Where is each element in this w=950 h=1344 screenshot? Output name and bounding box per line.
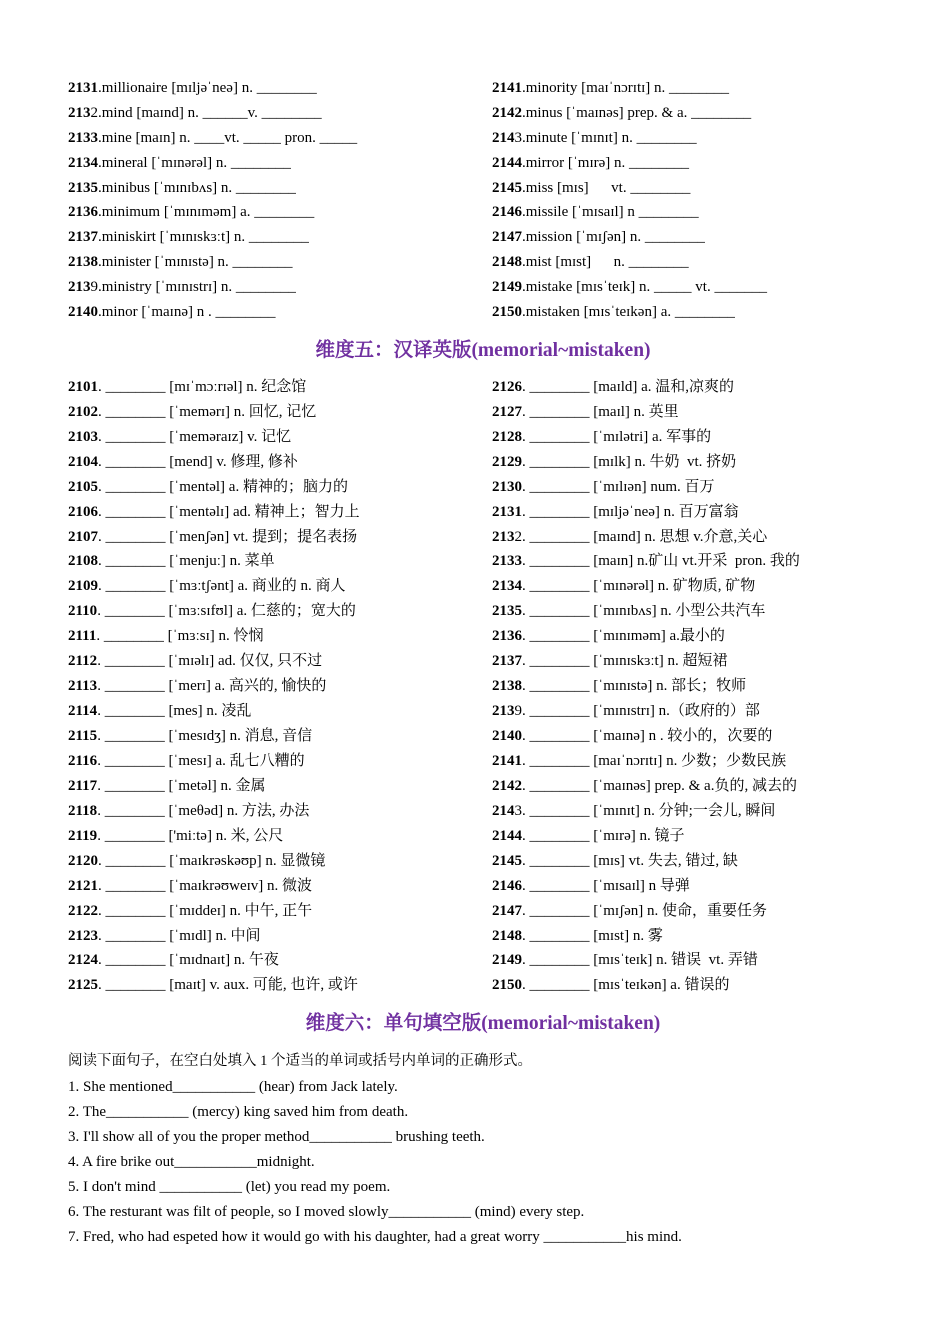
item-text: . ________ [maɪt] v. aux. 可能, 也许, 或许 (98, 977, 358, 994)
item-text: . ________ [ˈmenjuː] n. 菜单 (98, 553, 275, 570)
item-text: . ________ [ˈmemərɪ] n. 回忆, 记忆 (98, 403, 317, 420)
translation-item (68, 549, 492, 574)
item-text: .minus [ˈmaɪnəs] prep. & a. ________ (522, 104, 752, 121)
vocab-item (68, 151, 492, 176)
vocab-item (492, 151, 898, 176)
item-number: 2124 (68, 952, 98, 969)
item-text: . ________ [ˈmɪdl] n. 中间 (98, 927, 261, 944)
vocab-item (68, 275, 492, 300)
item-number: 2116 (68, 752, 98, 769)
item-number: 2120 (68, 852, 98, 869)
item-text: . ________ [mɪˈmɔːrɪəl] n. 纪念馆 (98, 378, 307, 395)
translation-item (492, 375, 898, 400)
item-number: 2141 (492, 80, 522, 96)
translation-item (492, 849, 898, 874)
item-text: .mistake [mɪsˈteɪk] n. _____ vt. _______ (522, 279, 767, 296)
item-text: . ________ [ˈmeθəd] n. 方法, 办法 (97, 802, 310, 819)
item-text: . ________ [ˈmɪlətri] a. 军事的 (522, 428, 712, 445)
item-text: . ________ [ˈmerɪ] a. 高兴的, 愉快的 (97, 678, 327, 695)
translation-section (68, 375, 898, 998)
item-number: 2147 (492, 229, 522, 246)
translation-item (492, 724, 898, 749)
item-text: . ________ [ˈmɪddeɪ] n. 中午, 正午 (98, 902, 313, 919)
vocab-item (68, 225, 492, 250)
item-number: 214 (492, 802, 515, 819)
vocab-item (492, 200, 898, 225)
item-text: . ________ [ˈmentəlɪ] ad. 精神上；智力上 (98, 503, 360, 520)
item-text: . ________ [mɪs] vt. 失去, 错过, 缺 (522, 852, 738, 869)
translation-item (68, 973, 492, 998)
item-number: 2138 (68, 254, 98, 271)
vocab-list-section (68, 76, 898, 325)
translation-item (68, 924, 492, 949)
vocab-item (492, 300, 898, 325)
translation-item (492, 599, 898, 624)
fill-blank-sentence: 5. I don't mind ___________ (let) you read my poem. (68, 1179, 391, 1196)
vocab-item (68, 200, 492, 225)
item-number: 2138 (492, 678, 522, 695)
vocab-item (492, 176, 898, 201)
item-number: 2103 (68, 428, 98, 445)
item-number: 2113 (68, 678, 98, 695)
translation-item (492, 824, 898, 849)
translation-item (492, 749, 898, 774)
item-number: 2112 (68, 653, 98, 670)
item-number: 2148 (492, 254, 522, 271)
item-number: 2123 (68, 927, 98, 944)
item-text: . ________ [ˈmaɪkrəskəʊp] n. 显微镜 (98, 852, 326, 869)
item-number: 2105 (68, 478, 98, 495)
item-number: 2127 (492, 403, 522, 420)
item-number: 2128 (492, 428, 522, 445)
item-text: .mist [mɪst] n. ________ (522, 254, 689, 271)
item-text: . ________ [mend] v. 修理, 修补 (98, 453, 298, 470)
translation-item (68, 425, 492, 450)
vocab-item (68, 101, 492, 126)
worksheet-page (68, 76, 898, 1250)
item-number: 2115 (68, 728, 98, 745)
item-number: 2117 (68, 777, 98, 794)
translation-item (492, 425, 898, 450)
translation-item (68, 699, 492, 724)
item-number: 2145 (492, 852, 522, 869)
vocab-column-right (492, 76, 898, 325)
item-number: 2106 (68, 503, 98, 520)
item-text: . ________ [ˈmɪnɪskɜːt] n. 超短裙 (522, 653, 728, 670)
item-text: . ________ [mɪljəˈneə] n. 百万富翁 (522, 503, 739, 520)
item-number-suffix: 2 (90, 104, 98, 121)
item-text: . ________ [ˈmɪnərəl] n. 矿物质, 矿物 (522, 578, 756, 595)
translation-item (492, 899, 898, 924)
item-number: 2136 (68, 204, 98, 221)
item-number: 2108 (68, 553, 98, 570)
item-number: 2137 (492, 653, 522, 670)
item-text: . ________ [ˈmɪnɪməm] a.最小的 (522, 628, 725, 645)
item-number: 2146 (492, 877, 522, 894)
item-number: 2135 (68, 179, 98, 196)
sentence-list (68, 1075, 898, 1250)
translation-item (68, 375, 492, 400)
item-number: 2150 (492, 304, 522, 321)
item-text: . ________ [ˈmɪnɪstə] n. 部长；牧师 (522, 678, 747, 695)
item-number: 2107 (68, 528, 98, 545)
item-text: .mineral [ˈmɪnərəl] n. ________ (98, 154, 291, 171)
item-text: .mistaken [mɪsˈteɪkən] a. ________ (522, 304, 735, 321)
item-text: . ________ [ˈmɜːtʃənt] a. 商业的 n. 商人 (98, 578, 346, 595)
translation-item (68, 849, 492, 874)
vocab-item (492, 76, 898, 101)
item-text: . ________ [ˈmɪsaɪl] n 导弹 (522, 877, 690, 894)
item-number: 213 (68, 104, 91, 121)
translation-item (68, 649, 492, 674)
item-number: 214 (492, 129, 515, 146)
item-text: .millionaire [mɪljəˈneə] n. ________ (98, 80, 317, 96)
item-number: 2126 (492, 378, 522, 395)
item-text: .miss [mɪs] vt. ________ (522, 179, 691, 196)
item-number: 2146 (492, 204, 522, 221)
instructions: 阅读下面句子，在空白处填入 1 个适当的单词或括号内单词的正确形式。 (68, 1053, 532, 1070)
translation-item (492, 549, 898, 574)
translation-item (68, 400, 492, 425)
vocab-item (68, 176, 492, 201)
fill-blank-sentence: 1. She mentioned___________ (hear) from Jack lately. (68, 1079, 398, 1096)
item-number-suffix: 9 (514, 703, 522, 720)
item-text: .minor [ˈmaɪnə] n . ________ (98, 304, 276, 321)
item-text: . ________ [mes] n. 凌乱 (97, 703, 252, 720)
item-text: .mission [ˈmɪʃən] n. ________ (522, 229, 705, 246)
item-text: . ________ [ˈmɪnɪt] n. 分钟;一会儿, 瞬间 (522, 802, 776, 819)
translation-item (492, 874, 898, 899)
item-text: . ________ [ˈmɪdnaɪt] n. 午夜 (98, 952, 279, 969)
item-text: . ________ [maɪˈnɔrɪtɪ] n. 少数；少数民族 (522, 752, 787, 769)
item-text: . ________ [ˈmɪrə] n. 镜子 (522, 827, 685, 844)
item-text: . ________ [ˈmeməraɪz] v. 记忆 (98, 428, 292, 445)
translation-item (68, 599, 492, 624)
item-number-suffix: 2 (514, 528, 522, 545)
item-number: 2101 (68, 378, 98, 395)
item-text: .minibus [ˈmɪnɪbʌs] n. ________ (98, 179, 296, 196)
translation-item (68, 500, 492, 525)
item-number: 213 (492, 528, 515, 545)
item-number: 2145 (492, 179, 522, 196)
translation-item (68, 824, 492, 849)
item-text: .mine [maɪn] n. ____vt. _____ pron. _____ (98, 129, 358, 146)
item-text: .minority [maɪˈnɔrɪtɪ] n. ________ (522, 80, 730, 96)
fill-blank-sentence: 6. The resturant was filt of people, so I moved slowly___________ (mind) every step. (68, 1204, 585, 1221)
vocab-column-left (68, 76, 492, 325)
fill-blank-sentence: 3. I'll show all of you the proper method___________ brushing teeth. (68, 1129, 485, 1146)
item-text: . ________ [ˈmɜːsɪfʊl] a. 仁慈的；宽大的 (97, 603, 356, 620)
section-heading-6: 维度六：单句填空版(memorial~mistaken) (305, 1013, 661, 1035)
translation-item (68, 948, 492, 973)
item-number: 2131 (68, 80, 98, 96)
item-number: 2121 (68, 877, 98, 894)
item-text: .mind [maɪnd] n. ______v. ________ (98, 104, 322, 121)
item-number: 2147 (492, 902, 522, 919)
translation-item (68, 724, 492, 749)
translation-item (68, 749, 492, 774)
item-text: . ________ [ˈmɪəlɪ] ad. 仅仅, 只不过 (97, 653, 323, 670)
item-text: . ________ [maɪnd] n. 思想 v.介意,关心 (522, 528, 768, 545)
translation-item (492, 525, 898, 550)
vocab-item (68, 300, 492, 325)
item-number: 2142 (492, 104, 522, 121)
item-number: 2140 (68, 304, 98, 321)
translation-item (68, 674, 492, 699)
item-number: 2149 (492, 279, 522, 296)
item-number-suffix: 3 (514, 129, 522, 146)
translation-item (492, 799, 898, 824)
translation-column-left (68, 375, 492, 998)
item-number: 2140 (492, 728, 522, 745)
item-text: .ministry [ˈmɪnɪstrɪ] n. ________ (98, 279, 296, 296)
item-number: 2149 (492, 952, 522, 969)
fill-blank-sentence: 4. A fire brike out___________midnight. (68, 1154, 315, 1171)
item-text: .minimum [ˈmɪnɪməm] a. ________ (98, 204, 315, 221)
item-text: .missile [ˈmɪsaɪl] n ________ (522, 204, 699, 221)
item-number-suffix: 3 (514, 802, 522, 819)
item-text: . ________ [mɪsˈteɪk] n. 错误 vt. 弄错 (522, 952, 758, 969)
vocab-item (68, 250, 492, 275)
item-number: 2111 (68, 628, 97, 645)
translation-item (68, 525, 492, 550)
item-text: . ________ [ˈmɪʃən] n. 使命，重要任务 (522, 902, 767, 919)
fill-blank-sentence: 2. The___________ (mercy) king saved him from death. (68, 1104, 409, 1121)
vocab-item (492, 225, 898, 250)
translation-item (68, 874, 492, 899)
item-number: 2104 (68, 453, 98, 470)
item-text: . ________ [ˈmɪnɪstrɪ] n.（政府的）部 (522, 703, 760, 720)
translation-item (492, 973, 898, 998)
translation-item (492, 500, 898, 525)
section-heading-5: 维度五：汉译英版(memorial~mistaken) (315, 339, 651, 361)
item-number: 2122 (68, 902, 98, 919)
translation-item (68, 899, 492, 924)
item-number: 2102 (68, 403, 98, 420)
vocab-item (68, 76, 492, 101)
item-number: 2133 (492, 553, 522, 570)
vocab-item (492, 275, 898, 300)
translation-item (492, 475, 898, 500)
translation-item (492, 674, 898, 699)
translation-item (492, 774, 898, 799)
item-text: .miniskirt [ˈmɪnɪskɜːt] n. ________ (98, 229, 309, 246)
translation-item (68, 574, 492, 599)
vocab-item (492, 101, 898, 126)
translation-item (68, 450, 492, 475)
item-text: . ________ ['miːtə] n. 米, 公尺 (97, 827, 284, 844)
item-number: 2118 (68, 802, 98, 819)
item-text: . ________ [maɪld] a. 温和,凉爽的 (522, 378, 735, 395)
translation-item (492, 574, 898, 599)
translation-item (68, 774, 492, 799)
item-number: 2129 (492, 453, 522, 470)
item-number: 2110 (68, 603, 98, 620)
item-text: . ________ [ˈmetəl] n. 金属 (97, 777, 266, 794)
item-text: . ________ [ˈmɪlɪən] num. 百万 (522, 478, 715, 495)
vocab-item (492, 126, 898, 151)
item-text: .mirror [ˈmɪrə] n. ________ (522, 154, 690, 171)
item-number: 213 (68, 279, 91, 296)
item-number: 2130 (492, 478, 522, 495)
item-text: . ________ [ˈmesɪ] a. 乱七八糟的 (97, 752, 305, 769)
item-text: . ________ [ˈmesɪdʒ] n. 消息, 音信 (97, 728, 313, 745)
item-text: . ________ [maɪn] n.矿山 vt.开采 pron. 我的 (522, 553, 800, 570)
item-text: .minute [ˈmɪnɪt] n. ________ (522, 129, 697, 146)
item-number: 2134 (492, 578, 522, 595)
item-number: 2142 (492, 777, 522, 794)
vocab-item (68, 126, 492, 151)
item-number-suffix: 9 (90, 279, 98, 296)
item-text: . ________ [ˈmenʃən] vt. 提到；提名表扬 (98, 528, 358, 545)
vocab-item (492, 250, 898, 275)
item-number: 2150 (492, 977, 522, 994)
item-number: 2134 (68, 154, 98, 171)
item-text: . ________ [ˈmaɪnəs] prep. & a.负的, 减去的 (522, 777, 797, 794)
item-number: 2148 (492, 927, 522, 944)
item-text: . ________ [ˈmɜːsɪ] n. 怜悯 (96, 628, 264, 645)
translation-item (68, 624, 492, 649)
translation-item (492, 924, 898, 949)
item-number: 2136 (492, 628, 522, 645)
translation-item (492, 400, 898, 425)
item-text: . ________ [maɪl] n. 英里 (522, 403, 679, 420)
item-text: . ________ [ˈmaɪnə] n . 较小的，次要的 (522, 728, 773, 745)
item-number: 2144 (492, 827, 522, 844)
item-text: . ________ [ˈmɪnɪbʌs] n. 小型公共汽车 (522, 603, 766, 620)
item-number: 2119 (68, 827, 98, 844)
translation-item (68, 475, 492, 500)
item-number: 213 (492, 703, 515, 720)
translation-column-right (492, 375, 898, 998)
item-text: .minister [ˈmɪnɪstə] n. ________ (98, 254, 293, 271)
item-text: . ________ [ˈmentəl] a. 精神的；脑力的 (98, 478, 348, 495)
item-text: . ________ [ˈmaɪkrəʊweɪv] n. 微波 (98, 877, 313, 894)
translation-item (68, 799, 492, 824)
translation-item (492, 450, 898, 475)
item-number: 2137 (68, 229, 98, 246)
fill-blank-sentence: 7. Fred, who had espeted how it would go with his daughter, had a great worry ___________his mind. (68, 1229, 682, 1246)
item-number: 2131 (492, 503, 522, 520)
item-number: 2133 (68, 129, 98, 146)
item-number: 2141 (492, 752, 522, 769)
item-number: 2125 (68, 977, 98, 994)
item-text: . ________ [mɪlk] n. 牛奶 vt. 挤奶 (522, 453, 737, 470)
item-number: 2135 (492, 603, 522, 620)
translation-item (492, 649, 898, 674)
item-text: . ________ [mɪsˈteɪkən] a. 错误的 (522, 977, 730, 994)
item-text: . ________ [mɪst] n. 雾 (522, 927, 663, 944)
translation-item (492, 624, 898, 649)
item-number: 2114 (68, 703, 98, 720)
translation-item (492, 948, 898, 973)
item-number: 2109 (68, 578, 98, 595)
translation-item (492, 699, 898, 724)
item-number: 2144 (492, 154, 522, 171)
